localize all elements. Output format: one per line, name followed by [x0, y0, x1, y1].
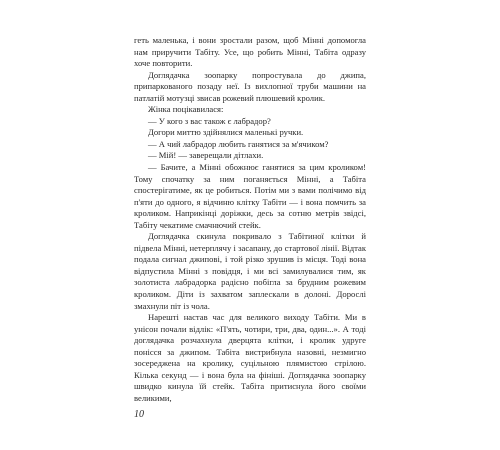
- paragraph: Доглядачка зоопарку попростувала до джипа, припаркованого позаду неї. Із вихлопної труби машини на патлатій мотузці звисав рожевий плюшевий кролик.: [134, 69, 366, 103]
- paragraph: Жінка поцікавилася:: [148, 104, 224, 115]
- paragraph: — Бачите, а Мінні обожнює ганятися за цим кроликом! Тому спочатку за ним поганяється Мінні, а Табіта спостерігатиме, як це робиться. Потім ми з вами полічимо від п'яти до одного, я відчиню клітку Табіти — і вона помчить за кроликом. Наприкінці доріжки, десь за сотню метрів звідсі, Табіту чекатиме смачнючий стейк.: [134, 162, 366, 230]
- paragraph: Догори миттю здійнялися маленькі ручки.: [148, 127, 304, 138]
- page-body-text: [134, 35, 366, 405]
- paragraph: — А чий лабрадор любить ганятися за м'ячиком?: [148, 138, 329, 149]
- paragraph: Доглядачка скинула покривало з Табітиної клітки й підвела Мінні, нетерплячу і засапану, до стартової лінії. Відтак подала сигнал джипові, і той різко зрушив із місця. Тоді вона відпустила Мінні з повідця, і ми всі замилувалися тим, як золотиста лабрадорка радісно побігла за брудним рожевим кроликом. Діти із захватом заплескали в долоні. Дорослі змахнули піт із чола.: [134, 231, 366, 311]
- paragraph: — Мій! — заверещали дітлахи.: [148, 150, 264, 161]
- page-number: 10: [134, 409, 144, 420]
- paragraph: — У кого з вас також є лабрадор?: [148, 115, 271, 126]
- paragraph: геть маленька, і вони зростали разом, щоб Мінні допомогла нам приручити Табіту. Усе, що робить Мінні, Табіта одразу хоче повторити.: [134, 35, 366, 69]
- paragraph: Нарешті настав час для великого виходу Табіти. Ми в унісон почали відлік: «П'ять, чотири, три, два, один...». А тоді доглядачка розчахнула дверцята клітки, і кролик удруге понісся за джипом. Табіта вистрибнула назовні, незмигно зосереджена на кролику, суцільною плямистою стрілою. Кілька секунд — і вона була на фініші. Доглядачка зоопарку швидко кинула їй стейк. Табіта притиснула його своїми великими,: [134, 312, 366, 403]
